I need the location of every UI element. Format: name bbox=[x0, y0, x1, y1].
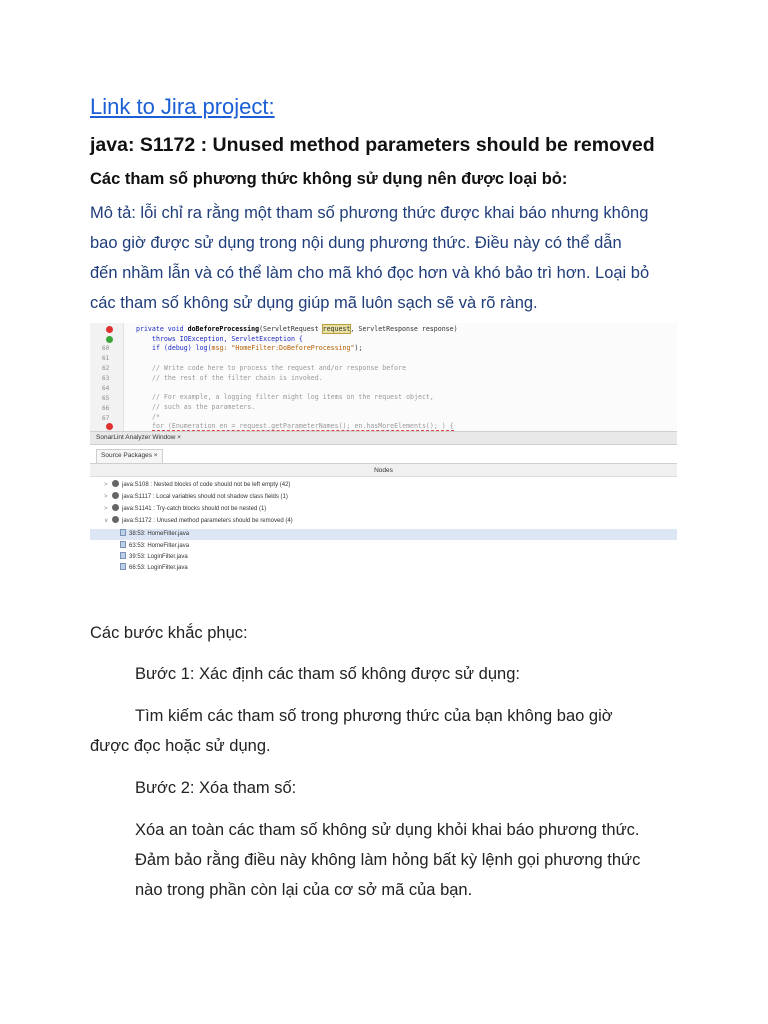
line-gutter bbox=[90, 323, 124, 431]
step2-line: Xóa an toàn các tham số không sử dụng khỏi khai báo phương thức. bbox=[135, 821, 640, 839]
line-number: 64 bbox=[102, 385, 110, 392]
java-file-icon bbox=[120, 552, 126, 559]
description bbox=[90, 198, 678, 318]
step2-body bbox=[90, 815, 678, 905]
override-marker-icon bbox=[106, 336, 113, 343]
step2-heading: Bước 2: Xóa tham số: bbox=[135, 779, 297, 797]
tree-node[interactable]: > java:S1141 : Try-catch blocks should not be nested (1) bbox=[104, 504, 266, 515]
code-comment: // the rest of the filter chain is invoked. bbox=[152, 374, 323, 382]
chevron-down-icon[interactable]: ∨ bbox=[104, 518, 109, 524]
java-file-icon bbox=[120, 541, 126, 548]
bug-icon bbox=[112, 492, 119, 499]
window-tabbar bbox=[90, 431, 677, 445]
unused-parameter-highlight: request bbox=[322, 325, 351, 333]
java-file-icon bbox=[120, 563, 126, 570]
tree-node[interactable]: ∨ java:S1172 : Unused method parameters should be removed (4) bbox=[104, 516, 293, 527]
step2-line: nào trong phần còn lại của cơ sở mã của bạn. bbox=[135, 881, 473, 899]
description-line: đến nhầm lẫn và có thể làm cho mã khó đọc hơn và khó bảo trì hơn. Loại bỏ bbox=[90, 264, 650, 282]
java-file-icon bbox=[120, 529, 126, 536]
code-line: if (debug) log(msg: "HomeFilter:DoBeforeProcessing"); bbox=[152, 344, 363, 352]
steps-heading: Các bước khắc phục: bbox=[90, 624, 248, 642]
file-node[interactable]: 38:53: HomeFilter.java bbox=[90, 529, 677, 540]
line-number: 66 bbox=[102, 405, 110, 412]
line-number: 61 bbox=[102, 355, 110, 362]
error-marker-icon bbox=[106, 423, 113, 430]
file-node[interactable]: 66:53: LoginFilter.java bbox=[120, 563, 188, 573]
description-line: bao giờ được sử dụng trong nội dung phương thức. Điều này có thể dẫn bbox=[90, 234, 622, 252]
error-marker-icon bbox=[106, 326, 113, 333]
bug-icon bbox=[112, 516, 119, 523]
description-line: Mô tả: lỗi chỉ ra rằng một tham số phương thức được khai báo nhưng không bbox=[90, 204, 649, 222]
line-number: 60 bbox=[102, 345, 110, 352]
source-packages-tab[interactable]: Source Packages × bbox=[96, 449, 163, 463]
code-comment: /* bbox=[152, 413, 160, 421]
sonarlint-window-tab[interactable]: SonarLint Analyzer Window × bbox=[96, 434, 182, 441]
jira-project-link[interactable]: Link to Jira project: bbox=[90, 94, 275, 119]
chevron-right-icon[interactable]: > bbox=[104, 506, 108, 512]
code-comment: // For example, a logging filter might log items on the request object, bbox=[152, 393, 434, 401]
nodes-column-header: Nodes bbox=[90, 464, 677, 477]
code-editor bbox=[90, 323, 677, 431]
issues-tree-panel bbox=[90, 463, 677, 573]
line-number: 65 bbox=[102, 395, 110, 402]
issue-title: java: S1172 : Unused method parameters should be removed bbox=[90, 134, 655, 156]
chevron-right-icon[interactable]: > bbox=[104, 494, 108, 500]
step1-body bbox=[90, 701, 678, 761]
bug-icon bbox=[112, 480, 119, 487]
code-comment: // such as the parameters. bbox=[152, 403, 256, 411]
description-line: các tham số không sử dụng giúp mã luôn sạch sẽ và rõ ràng. bbox=[90, 294, 538, 312]
step2-line: Đảm bảo rằng điều này không làm hỏng bất kỳ lệnh gọi phương thức bbox=[135, 851, 641, 869]
code-comment: for (Enumeration en = request.getParameterNames(); en.hasMoreElements(); ) { bbox=[152, 422, 454, 430]
bug-icon bbox=[112, 504, 119, 511]
code-comment: // Write code here to process the request and/or response before bbox=[152, 364, 407, 372]
step1-heading: Bước 1: Xác định các tham số không được sử dụng: bbox=[135, 665, 520, 683]
step1-line: được đọc hoặc sử dụng. bbox=[90, 737, 271, 755]
line-number: 62 bbox=[102, 365, 110, 372]
line-number: 63 bbox=[102, 375, 110, 382]
chevron-right-icon[interactable]: > bbox=[104, 482, 108, 488]
file-node[interactable]: 63:53: HomeFilter.java bbox=[120, 541, 189, 552]
step1-line: Tìm kiếm các tham số trong phương thức của bạn không bao giờ bbox=[135, 707, 613, 725]
tree-node[interactable]: > java:S108 : Nested blocks of code should not be left empty (42) bbox=[104, 480, 290, 491]
ide-screenshot bbox=[90, 323, 677, 573]
code-line: throws IOException, ServletException { bbox=[152, 335, 303, 343]
code-line: private void doBeforeProcessing(ServletRequest request, ServletResponse response) bbox=[136, 325, 458, 333]
issue-subtitle: Các tham số phương thức không sử dụng nên được loại bỏ: bbox=[90, 170, 568, 188]
tree-node[interactable]: > java:S1117 : Local variables should not shadow class fields (1) bbox=[104, 492, 288, 503]
line-number: 67 bbox=[102, 415, 110, 422]
file-node[interactable]: 39:53: LoginFilter.java bbox=[120, 552, 188, 563]
